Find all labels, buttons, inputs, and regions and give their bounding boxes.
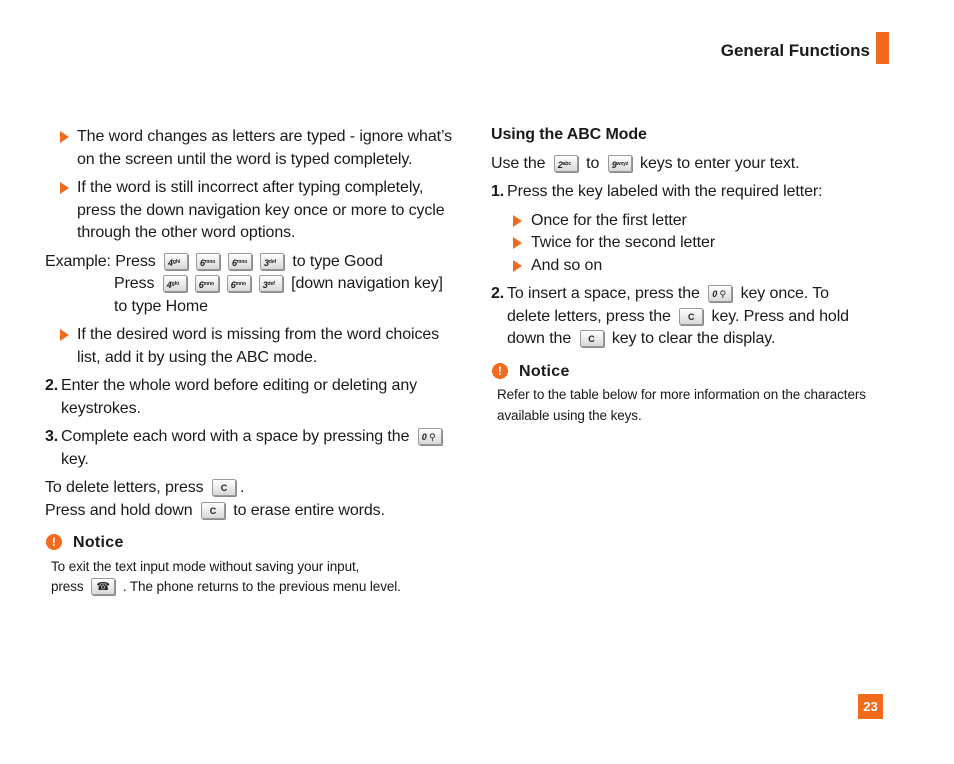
triangle-bullet-icon (60, 329, 69, 341)
triangle-bullet-icon (60, 131, 69, 143)
key-clear-icon: C (212, 479, 236, 496)
section-title: General Functions (720, 41, 870, 60)
key-clear-icon: C (580, 330, 604, 347)
section-heading: Using the ABC Mode (491, 126, 647, 143)
key-4-icon: $4^{ghi}$ (163, 275, 187, 292)
use-keys-line: Use the $2^{abc}$ to $9^{wxyz}$ keys to enter your text. (491, 154, 800, 172)
exclamation-icon: ! (46, 534, 62, 550)
left-column (45, 126, 455, 598)
notice-heading: ! Notice (491, 361, 871, 384)
key-2-icon: $2^{abc}$ (554, 155, 578, 172)
exclamation-icon: ! (492, 363, 508, 379)
key-6-icon: $6^{mno}$ (227, 275, 251, 292)
sub-bullet-item: Once for the first letter (491, 210, 871, 233)
bullet-item: The word changes as letters are typed - ignore what’s on the screen until the word is typed completely. (45, 126, 455, 171)
bullet-item: If the word is still incorrect after typing completely, press the down navigation key once or more to cycle through the other word options. (45, 177, 455, 245)
step-item: 2. Enter the whole word before editing or deleting any keystrokes. (45, 377, 418, 417)
page-number: 23 (858, 694, 883, 719)
key-3-icon: $3^{def}$ (260, 253, 284, 270)
key-clear-icon: C (679, 308, 703, 325)
key-6-icon: $6^{mno}$ (196, 253, 220, 270)
triangle-bullet-icon (513, 237, 522, 249)
sub-bullet-item: Twice for the second letter (491, 232, 871, 255)
key-3-icon: $3^{def}$ (259, 275, 283, 292)
step-item: 2. To insert a space, press the 0 ⚲ key once. To delete letters, press the C key. Press and hold down the C key to clear the display. (491, 285, 849, 347)
header-accent-bar (876, 32, 889, 64)
bullet-item: If the desired word is missing from the word choices list, add it by using the ABC mode. (45, 324, 455, 369)
example-block: Example: Press $4^{ghi}$ $6^{mno}$ $6^{mno}$ $3^{def}$ to type Good Press $4^{ghi}$ $6^{mno}$ $6^{mno}$ $3^{def}$ [down navigation key] to type Home (45, 252, 443, 315)
notice-text: Refer to the table below for more information on the characters available using the keys. (497, 387, 866, 423)
key-0-space-icon: 0 ⚲ (418, 428, 442, 445)
step-item: 1. Press the key labeled with the required letter: (491, 183, 823, 200)
key-clear-icon: C (201, 502, 225, 519)
key-9-icon: $9^{wxyz}$ (608, 155, 632, 172)
right-column (491, 124, 871, 426)
key-6-icon: $6^{mno}$ (228, 253, 252, 270)
delete-instruction: To delete letters, press C . (45, 479, 245, 496)
sub-bullet-item: And so on (491, 255, 871, 278)
triangle-bullet-icon (60, 182, 69, 194)
key-0-space-icon: 0 ⚲ (708, 285, 732, 302)
notice-text: To exit the text input mode without saving your input, press ☎ . The phone returns to the previous menu level. (51, 558, 401, 594)
key-6-icon: $6^{mno}$ (195, 275, 219, 292)
end-call-icon: ☎ (91, 578, 115, 595)
notice-heading: ! Notice (45, 532, 455, 555)
triangle-bullet-icon (513, 215, 522, 227)
step-item: 3. Complete each word with a space by pressing the 0 ⚲ key. (45, 426, 455, 471)
key-4-icon: $4^{ghi}$ (164, 253, 188, 270)
hold-instruction: Press and hold down C to erase entire words. (45, 501, 385, 519)
triangle-bullet-icon (513, 260, 522, 272)
